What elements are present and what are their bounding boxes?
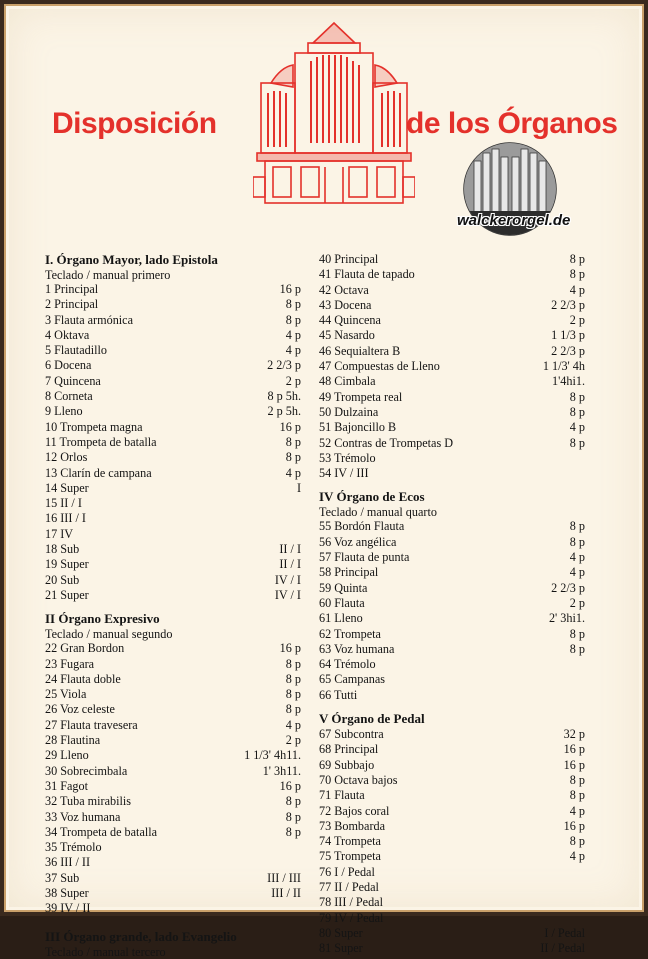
stop-name: 19 Super bbox=[45, 557, 89, 572]
stop-row bbox=[45, 557, 303, 572]
stop-row bbox=[45, 733, 303, 748]
stop-value: 4 p bbox=[569, 803, 585, 818]
stop-row bbox=[319, 911, 587, 926]
stop-row bbox=[45, 855, 303, 870]
stop-name: 3 Flauta armónica bbox=[45, 312, 133, 327]
stop-name: 5 Flautadillo bbox=[45, 343, 107, 358]
stop-row bbox=[45, 871, 303, 886]
stop-value: 4 p bbox=[569, 849, 585, 864]
stop-row bbox=[45, 282, 303, 297]
stop-row bbox=[45, 748, 303, 763]
stop-row bbox=[319, 804, 587, 819]
stop-row bbox=[319, 819, 587, 834]
stop-row bbox=[45, 496, 303, 511]
stop-value: IV / I bbox=[274, 572, 301, 587]
stop-value: 8 p bbox=[285, 687, 301, 702]
stop-value: 16 p bbox=[563, 742, 585, 757]
stop-row bbox=[319, 344, 587, 359]
section-heading: IV Órgano de Ecos bbox=[319, 489, 425, 505]
stop-name: 20 Sub bbox=[45, 572, 80, 587]
stop-row bbox=[45, 389, 303, 404]
stop-name: 63 Voz humana bbox=[319, 641, 395, 656]
stop-row bbox=[319, 328, 587, 343]
stop-value: 8 p bbox=[569, 389, 585, 404]
stop-row bbox=[45, 374, 303, 389]
stop-name: 18 Sub bbox=[45, 542, 80, 557]
manual-subheading: Teclado / manual quarto bbox=[319, 505, 437, 520]
manual-subheading: Teclado / manual primero bbox=[45, 268, 171, 282]
stop-value: 8 p bbox=[569, 641, 585, 656]
stop-value: 4 p bbox=[569, 565, 585, 580]
stop-value: 8 p bbox=[285, 824, 301, 839]
stop-row bbox=[319, 390, 587, 405]
stop-name: 32 Tuba mirabilis bbox=[45, 794, 132, 809]
stop-row bbox=[319, 535, 587, 550]
stop-name: 30 Sobrecimbala bbox=[45, 763, 128, 778]
stop-value: 2 2/3 p bbox=[551, 297, 585, 312]
stop-value: 2 2/3 p bbox=[551, 580, 585, 595]
stop-value: 8 p bbox=[569, 834, 585, 849]
stop-row bbox=[45, 435, 303, 450]
stop-row bbox=[45, 466, 303, 481]
right-column bbox=[319, 252, 587, 956]
stop-name: 33 Voz humana bbox=[45, 809, 121, 824]
stop-name: 80 Super bbox=[319, 925, 363, 940]
stop-value: 8 p bbox=[285, 794, 301, 809]
stop-name: 48 Cimbala bbox=[319, 374, 376, 389]
stop-row bbox=[45, 358, 303, 373]
stop-row bbox=[319, 466, 587, 481]
stop-value: 2 p bbox=[569, 313, 585, 328]
stop-value: 8 p bbox=[569, 252, 585, 266]
stop-name: 14 Super bbox=[45, 480, 89, 495]
stop-name: 66 Tutti bbox=[319, 687, 358, 702]
stop-value: 8 p bbox=[285, 450, 301, 465]
section-spacer bbox=[319, 703, 587, 711]
stop-row bbox=[45, 343, 303, 358]
stop-row bbox=[319, 283, 587, 298]
stop-name: 70 Octava bajos bbox=[319, 772, 398, 787]
stop-value: 4 p bbox=[285, 327, 301, 342]
stop-name: 13 Clarín de campana bbox=[45, 465, 152, 480]
stop-value: 8 p bbox=[569, 626, 585, 641]
stop-row bbox=[319, 865, 587, 880]
stop-value: 16 p bbox=[279, 419, 301, 434]
stop-value: 8 p bbox=[285, 702, 301, 717]
stop-row bbox=[319, 672, 587, 687]
stop-name: 23 Fugara bbox=[45, 656, 95, 671]
stop-value: 2 p 5h. bbox=[267, 404, 301, 419]
stop-row bbox=[45, 313, 303, 328]
stop-name: 61 Lleno bbox=[319, 611, 363, 626]
stop-row bbox=[319, 359, 587, 374]
stop-value: I / Pedal bbox=[544, 925, 585, 940]
stop-name: 34 Trompeta de batalla bbox=[45, 824, 158, 839]
stop-value: 16 p bbox=[279, 641, 301, 656]
stop-row bbox=[319, 298, 587, 313]
stop-row bbox=[45, 657, 303, 672]
stop-name: 74 Trompeta bbox=[319, 834, 381, 849]
stop-value: 8 p bbox=[569, 534, 585, 549]
stop-name: 21 Super bbox=[45, 587, 89, 602]
stop-name: 11 Trompeta de batalla bbox=[45, 434, 157, 449]
stop-name: 40 Principal bbox=[319, 252, 379, 266]
stop-value: 4 p bbox=[569, 420, 585, 435]
stop-value: 1 1/3' 4h11. bbox=[244, 748, 301, 763]
stop-name: 41 Flauta de tapado bbox=[319, 267, 415, 282]
stop-name: 75 Trompeta bbox=[319, 849, 381, 864]
stop-row bbox=[319, 519, 587, 534]
stop-row bbox=[319, 405, 587, 420]
stop-row bbox=[319, 642, 587, 657]
manual-subheading: Teclado / manual tercero bbox=[45, 944, 166, 959]
stop-name: 22 Gran Bordon bbox=[45, 641, 125, 656]
stop-row bbox=[45, 404, 303, 419]
stop-row bbox=[45, 450, 303, 465]
stop-name: 7 Quincena bbox=[45, 373, 101, 388]
stop-row bbox=[45, 573, 303, 588]
stop-value: 8 p bbox=[285, 809, 301, 824]
stop-row bbox=[45, 810, 303, 825]
stop-row bbox=[45, 825, 303, 840]
stop-row bbox=[319, 880, 587, 895]
stop-row bbox=[45, 588, 303, 603]
stop-row bbox=[319, 727, 587, 742]
stop-name: 2 Principal bbox=[45, 297, 99, 312]
stop-row bbox=[319, 926, 587, 941]
stop-name: 38 Super bbox=[45, 885, 89, 900]
stop-value: 1 1/3 p bbox=[551, 328, 585, 343]
stop-row bbox=[319, 788, 587, 803]
stop-value: 2 p bbox=[569, 595, 585, 610]
stop-name: 64 Trémolo bbox=[319, 657, 376, 672]
stop-value: 2 2/3 p bbox=[267, 358, 301, 373]
stop-row bbox=[45, 764, 303, 779]
stop-row bbox=[45, 328, 303, 343]
stop-row bbox=[45, 641, 303, 656]
stop-row bbox=[319, 773, 587, 788]
stop-row bbox=[45, 672, 303, 687]
section-heading: V Órgano de Pedal bbox=[319, 711, 425, 727]
stop-value: 4 p bbox=[285, 343, 301, 358]
stop-name: 51 Bajoncillo B bbox=[319, 420, 397, 435]
stop-name: 79 IV / Pedal bbox=[319, 910, 384, 925]
stop-value: 2 2/3 p bbox=[551, 343, 585, 358]
stop-name: 37 Sub bbox=[45, 870, 80, 885]
stop-name: 68 Principal bbox=[319, 742, 379, 757]
stop-name: 36 III / II bbox=[45, 855, 91, 870]
stop-row bbox=[319, 834, 587, 849]
stop-row bbox=[45, 718, 303, 733]
stop-name: 78 III / Pedal bbox=[319, 895, 383, 910]
stop-value: 8 p bbox=[569, 788, 585, 803]
stop-value: 8 p bbox=[569, 772, 585, 787]
stop-value: 4 p bbox=[285, 465, 301, 480]
stop-value: 8 p bbox=[285, 297, 301, 312]
stop-name: 67 Subcontra bbox=[319, 727, 384, 742]
stop-name: 55 Bordón Flauta bbox=[319, 519, 405, 534]
stop-value: II / I bbox=[279, 542, 301, 557]
stop-row bbox=[319, 252, 587, 267]
stop-row bbox=[319, 627, 587, 642]
stop-row bbox=[319, 420, 587, 435]
stop-value: 8 p 5h. bbox=[267, 389, 301, 404]
stop-value: 4 p bbox=[569, 550, 585, 565]
stop-row bbox=[319, 374, 587, 389]
stop-value: 1 1/3' 4h bbox=[542, 359, 585, 374]
stop-row bbox=[45, 840, 303, 855]
stop-row bbox=[319, 688, 587, 703]
stop-row bbox=[319, 436, 587, 451]
document-page bbox=[9, 9, 639, 959]
stop-value: IV / I bbox=[274, 587, 301, 602]
stop-row bbox=[319, 596, 587, 611]
stop-row bbox=[45, 527, 303, 542]
stop-row bbox=[45, 794, 303, 809]
stop-name: 17 IV bbox=[45, 526, 74, 541]
stop-row bbox=[45, 511, 303, 526]
stop-name: 47 Compuestas de Lleno bbox=[319, 359, 440, 374]
stop-name: 26 Voz celeste bbox=[45, 702, 115, 717]
manual-subheading: Teclado / manual segundo bbox=[45, 627, 173, 642]
stop-name: 16 III / I bbox=[45, 511, 86, 526]
stop-name: 10 Trompeta magna bbox=[45, 419, 143, 434]
stop-value: 8 p bbox=[285, 656, 301, 671]
stop-row bbox=[319, 581, 587, 596]
section-heading: III Órgano grande, lado Evangelio bbox=[45, 928, 237, 944]
stop-name: 31 Fagot bbox=[45, 778, 88, 793]
stop-value: II / I bbox=[279, 557, 301, 572]
stop-name: 49 Trompeta real bbox=[319, 389, 403, 404]
stop-row bbox=[319, 895, 587, 910]
stop-value: 16 p bbox=[563, 757, 585, 772]
stop-row bbox=[319, 565, 587, 580]
logo-text: walckerorgel.de bbox=[457, 212, 571, 229]
stop-value: 8 p bbox=[285, 671, 301, 686]
stop-value: 16 p bbox=[279, 778, 301, 793]
stop-value: 2 p bbox=[285, 373, 301, 388]
section-spacer bbox=[45, 603, 303, 611]
stop-row bbox=[45, 542, 303, 557]
stop-name: 62 Trompeta bbox=[319, 626, 381, 641]
stop-name: 57 Flauta de punta bbox=[319, 550, 410, 565]
stop-name: 44 Quincena bbox=[319, 313, 381, 328]
stop-row bbox=[45, 886, 303, 901]
stop-name: 27 Flauta travesera bbox=[45, 717, 138, 732]
stop-name: 39 IV / II bbox=[45, 901, 91, 916]
stop-name: 9 Lleno bbox=[45, 404, 83, 419]
stop-name: 54 IV / III bbox=[319, 466, 369, 481]
stop-value: 16 p bbox=[279, 282, 301, 296]
stop-value: 8 p bbox=[569, 267, 585, 282]
stop-row bbox=[319, 849, 587, 864]
stop-value: 16 p bbox=[563, 818, 585, 833]
stop-name: 60 Flauta bbox=[319, 595, 365, 610]
stop-value: 8 p bbox=[285, 434, 301, 449]
stop-value: 8 p bbox=[285, 312, 301, 327]
stop-name: 69 Subbajo bbox=[319, 757, 375, 772]
title-right: de los Órganos bbox=[406, 107, 618, 140]
stop-value: 2' 3hi1. bbox=[548, 611, 585, 626]
stop-name: 43 Docena bbox=[319, 297, 372, 312]
stop-value: III / II bbox=[271, 885, 301, 900]
stop-row bbox=[319, 941, 587, 956]
stop-row bbox=[319, 313, 587, 328]
stop-value: 8 p bbox=[569, 404, 585, 419]
stop-row bbox=[45, 687, 303, 702]
stop-value: 32 p bbox=[563, 727, 585, 742]
stop-row bbox=[45, 702, 303, 717]
stop-name: 56 Voz angélica bbox=[319, 534, 397, 549]
stop-name: 46 Sequialtera B bbox=[319, 343, 401, 358]
stop-row bbox=[45, 481, 303, 496]
stop-row bbox=[45, 420, 303, 435]
stop-name: 81 Super bbox=[319, 941, 363, 956]
stop-name: 53 Trémolo bbox=[319, 450, 376, 465]
stop-name: 4 Oktava bbox=[45, 327, 90, 342]
stop-value: 8 p bbox=[569, 435, 585, 450]
organ-illustration bbox=[253, 17, 415, 207]
stop-value: 8 p bbox=[569, 519, 585, 534]
section-spacer bbox=[45, 917, 303, 929]
stop-row bbox=[45, 901, 303, 916]
section-heading: II Órgano Expresivo bbox=[45, 611, 160, 627]
stop-value: I bbox=[296, 480, 301, 495]
stop-name: 28 Flautina bbox=[45, 733, 101, 748]
stop-name: 72 Bajos coral bbox=[319, 803, 390, 818]
stop-row bbox=[319, 657, 587, 672]
stop-name: 42 Octava bbox=[319, 282, 369, 297]
stop-value: 2 p bbox=[285, 733, 301, 748]
stop-row bbox=[319, 742, 587, 757]
stop-name: 15 II / I bbox=[45, 496, 82, 511]
left-column bbox=[45, 252, 303, 959]
stop-row bbox=[319, 550, 587, 565]
stop-name: 12 Orlos bbox=[45, 450, 88, 465]
stop-value: 4 p bbox=[285, 717, 301, 732]
stop-row bbox=[45, 297, 303, 312]
stop-name: 71 Flauta bbox=[319, 788, 365, 803]
stop-name: 50 Dulzaina bbox=[319, 404, 379, 419]
stop-name: 45 Nasardo bbox=[319, 328, 375, 343]
stop-name: 25 Viola bbox=[45, 687, 87, 702]
stop-name: 24 Flauta doble bbox=[45, 671, 121, 686]
stop-row bbox=[319, 451, 587, 466]
stop-value: III / III bbox=[267, 870, 301, 885]
stop-name: 76 I / Pedal bbox=[319, 864, 375, 879]
stop-name: 29 Lleno bbox=[45, 748, 89, 763]
stop-row bbox=[319, 611, 587, 626]
stop-row bbox=[319, 758, 587, 773]
stop-name: 77 II / Pedal bbox=[319, 879, 379, 894]
stop-value: 4 p bbox=[569, 282, 585, 297]
stop-name: 58 Principal bbox=[319, 565, 379, 580]
title-left: Disposición bbox=[52, 107, 217, 140]
stop-name: 52 Contras de Trompetas D bbox=[319, 435, 454, 450]
stop-value: 1'4hi1. bbox=[551, 374, 585, 389]
section-spacer bbox=[319, 481, 587, 489]
stop-row bbox=[45, 779, 303, 794]
stop-name: 1 Principal bbox=[45, 282, 99, 296]
stop-name: 73 Bombarda bbox=[319, 818, 386, 833]
stop-value: II / Pedal bbox=[540, 941, 585, 956]
stop-name: 59 Quinta bbox=[319, 580, 368, 595]
stop-name: 6 Docena bbox=[45, 358, 92, 373]
stop-row bbox=[319, 267, 587, 282]
stop-name: 65 Campanas bbox=[319, 672, 386, 687]
section-heading: I. Órgano Mayor, lado Epistola bbox=[45, 252, 218, 267]
stop-name: 35 Trémolo bbox=[45, 840, 102, 855]
stop-value: 1' 3h11. bbox=[262, 763, 301, 778]
stop-name: 8 Corneta bbox=[45, 389, 93, 404]
